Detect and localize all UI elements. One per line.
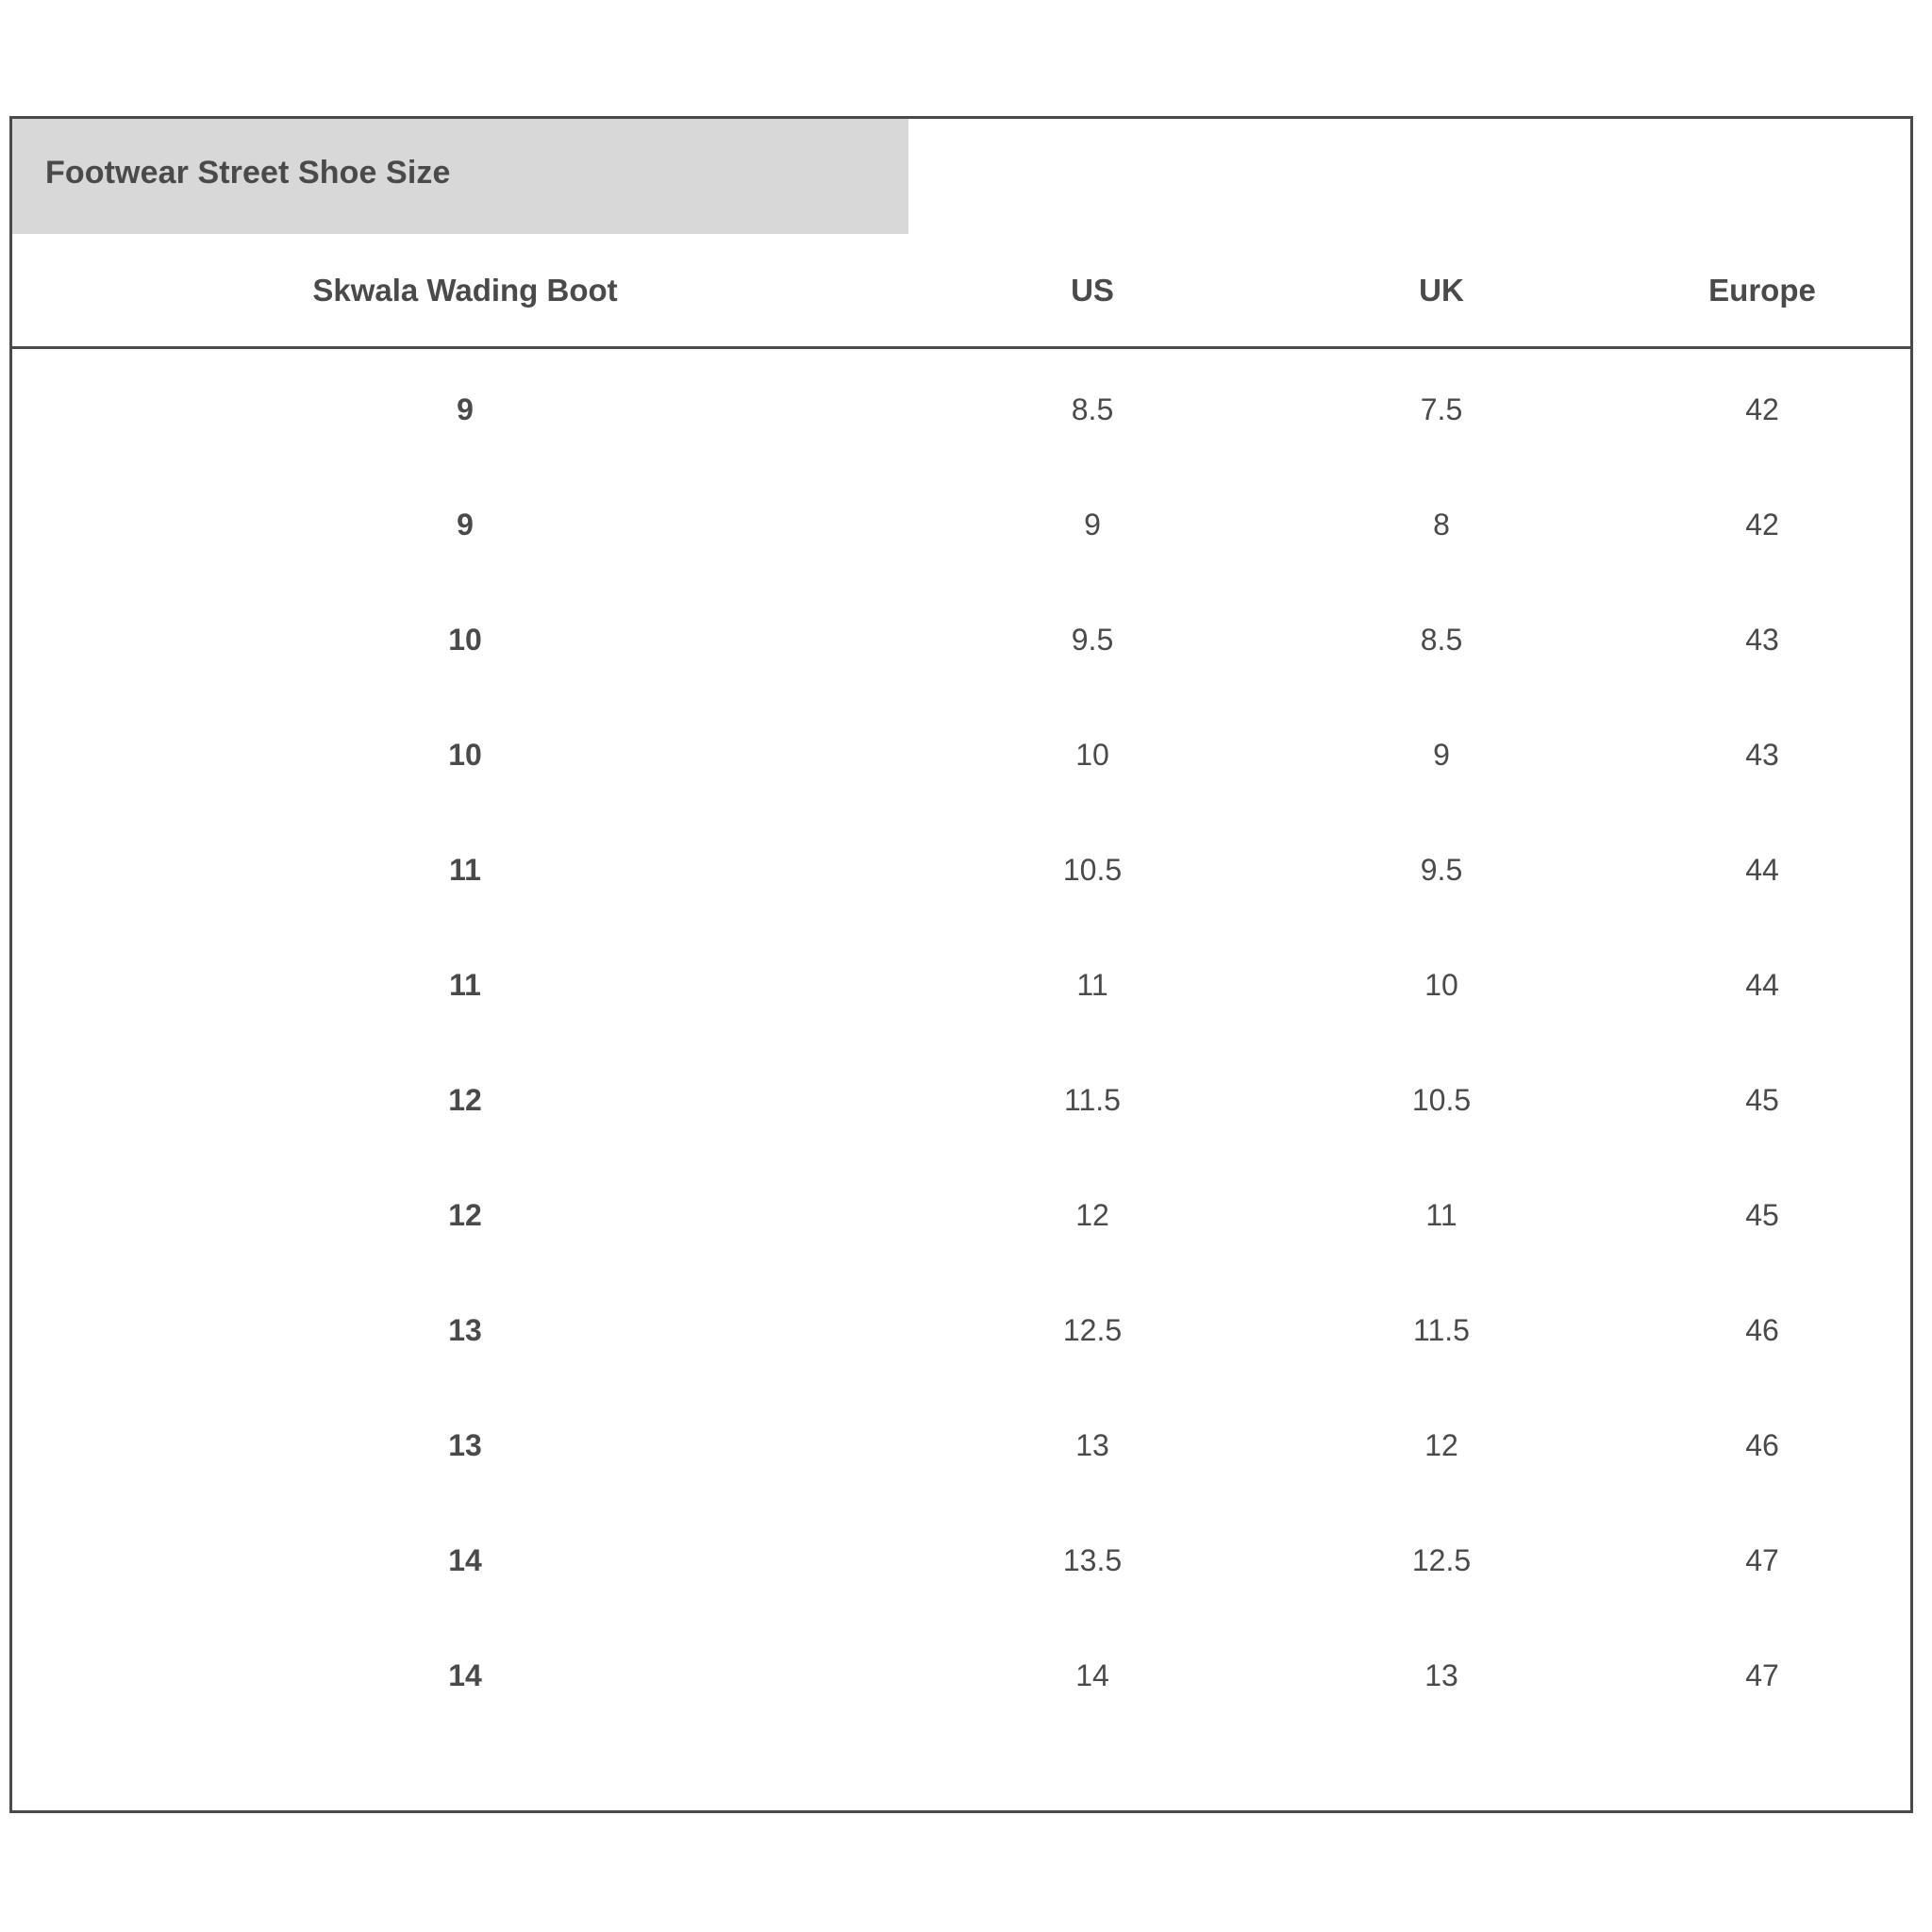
cell-uk: 12 xyxy=(1424,1427,1458,1462)
cell-uk: 7.5 xyxy=(1420,391,1463,426)
table-row xyxy=(12,1503,1910,1618)
table-row xyxy=(12,1618,1910,1733)
table-row xyxy=(12,1158,1910,1273)
cell-uk: 10 xyxy=(1424,967,1458,1002)
cell-uk: 12.5 xyxy=(1411,1542,1472,1577)
size-chart-table xyxy=(9,116,1913,1813)
table-row xyxy=(12,812,1910,927)
cell-europe: 44 xyxy=(1745,967,1779,1002)
cell-us: 11.5 xyxy=(1064,1082,1121,1117)
cell-us: 8.5 xyxy=(1071,391,1114,426)
cell-uk: 10.5 xyxy=(1411,1082,1472,1117)
cell-us: 11 xyxy=(1076,967,1108,1002)
cell-boot-size: 14 xyxy=(448,1657,482,1692)
cell-us: 9.5 xyxy=(1071,622,1114,657)
cell-uk: 8 xyxy=(1433,507,1450,541)
table-row xyxy=(12,352,1910,467)
table-caption: Footwear Street Shoe Size xyxy=(45,155,451,191)
cell-europe: 44 xyxy=(1745,852,1779,887)
table-row xyxy=(12,1388,1910,1503)
cell-us: 9 xyxy=(1084,507,1101,541)
cell-uk: 9.5 xyxy=(1420,852,1463,887)
cell-europe: 47 xyxy=(1745,1542,1779,1577)
column-header-europe: Europe xyxy=(1708,272,1816,308)
cell-europe: 46 xyxy=(1745,1312,1779,1347)
cell-uk: 9 xyxy=(1433,737,1450,772)
cell-us: 14 xyxy=(1075,1657,1109,1692)
cell-boot-size: 11 xyxy=(449,852,481,887)
cell-boot-size: 12 xyxy=(448,1197,482,1232)
cell-us: 12 xyxy=(1075,1197,1109,1232)
cell-boot-size: 9 xyxy=(457,507,474,541)
cell-boot-size: 12 xyxy=(448,1082,482,1117)
cell-europe: 42 xyxy=(1745,391,1779,426)
cell-boot-size: 11 xyxy=(449,967,481,1002)
cell-us: 13.5 xyxy=(1062,1542,1123,1577)
table-body xyxy=(12,352,1910,1733)
cell-europe: 45 xyxy=(1745,1082,1779,1117)
cell-us: 10 xyxy=(1075,737,1109,772)
cell-boot-size: 9 xyxy=(457,391,474,426)
table-row xyxy=(12,1273,1910,1388)
cell-us: 10.5 xyxy=(1062,852,1123,887)
cell-europe: 42 xyxy=(1745,507,1779,541)
cell-us: 12.5 xyxy=(1062,1312,1123,1347)
cell-boot-size: 10 xyxy=(448,737,482,772)
table-row xyxy=(12,927,1910,1042)
column-header-uk: UK xyxy=(1419,272,1464,308)
table-row xyxy=(12,697,1910,812)
cell-boot-size: 13 xyxy=(448,1312,482,1347)
cell-europe: 43 xyxy=(1745,622,1779,657)
cell-europe: 47 xyxy=(1745,1657,1779,1692)
cell-boot-size: 14 xyxy=(448,1542,482,1577)
cell-boot-size: 10 xyxy=(448,622,482,657)
table-row xyxy=(12,467,1910,582)
cell-europe: 43 xyxy=(1745,737,1779,772)
column-header-us: US xyxy=(1071,272,1114,308)
table-caption-band xyxy=(12,119,908,234)
cell-uk: 11 xyxy=(1425,1197,1457,1232)
cell-us: 13 xyxy=(1075,1427,1109,1462)
column-header-boot-size: Skwala Wading Boot xyxy=(312,272,618,308)
table-row xyxy=(12,582,1910,697)
table-header-row xyxy=(12,234,1910,349)
cell-boot-size: 13 xyxy=(448,1427,482,1462)
cell-uk: 11.5 xyxy=(1413,1312,1470,1347)
cell-europe: 45 xyxy=(1745,1197,1779,1232)
table-row xyxy=(12,1042,1910,1158)
cell-uk: 13 xyxy=(1424,1657,1458,1692)
cell-europe: 46 xyxy=(1745,1427,1779,1462)
cell-uk: 8.5 xyxy=(1420,622,1463,657)
